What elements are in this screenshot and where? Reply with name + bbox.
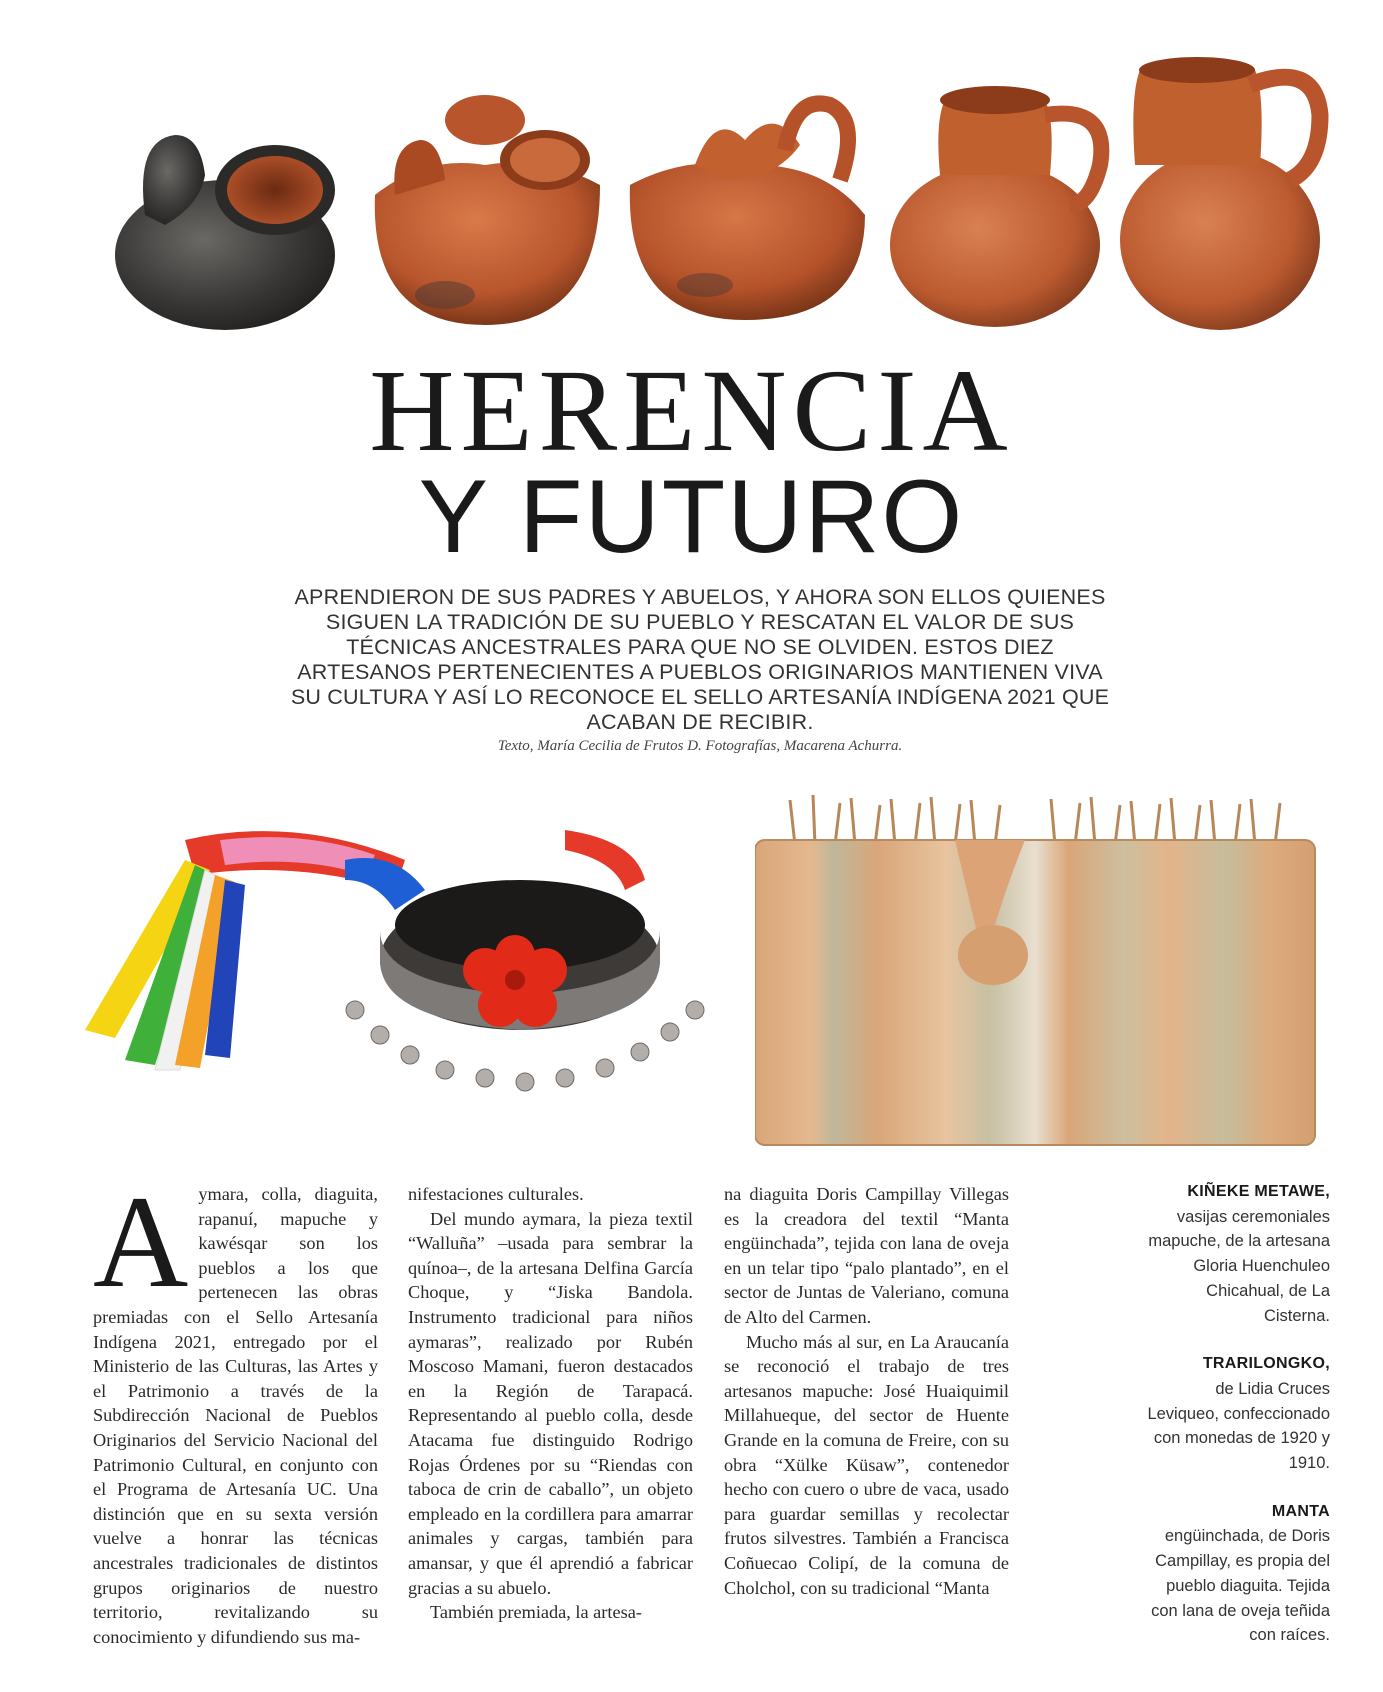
caption-manta <box>1140 1500 1330 1648</box>
black-clay-vessel-image <box>105 95 350 335</box>
manta-textile-image <box>755 795 1325 1150</box>
photo-text-credits: Texto, María Cecilia de Frutos D. Fotografías, Macarena Achurra. <box>497 738 903 754</box>
headline-line-1: HERENCIA <box>369 345 1014 476</box>
body-paragraph: nifestaciones culturales. <box>408 1184 584 1204</box>
caption-text: de Lidia Cruces Leviqueo, confeccionado con monedas de 1920 y 1910. <box>1147 1379 1330 1473</box>
pottery-photo-row <box>95 55 1345 345</box>
body-paragraph: na diaguita Doris Campillay Villegas es la creadora del textil “Manta engüinchada”, tejida con lana de oveja en un telar tipo “palo plantado”, en el sector de Juntas de Valeriano, comuna de Alto del Carmen. <box>724 1184 1009 1327</box>
trarilongko-image <box>45 820 725 1110</box>
clay-pitcher-image <box>885 75 1120 330</box>
caption-trarilongko <box>1140 1352 1330 1476</box>
body-paragraph: ymara, colla, diaguita, rapanuí, mapuche y kawésqar son los pueblos a los que pertenecen las obras premiadas con el Sello Artesanía Indígena 2021, entregado por el Ministerio de las Culturas, las Artes y el Patrimonio a través de la Subdirección Nacional de Pueblos Originarios del Servicio Nacional del Patrimonio Cultural, en conjunto con el Programa de Artesanía UC. Una distinción que en su sexta versión vuelve a honrar las técnicas ancestrales tradicionales de distintos grupos originarios de nuestro territorio, revitalizando su conocimiento y difundiendo sus ma- <box>93 1184 378 1647</box>
clay-jug-with-spout-image <box>625 85 870 330</box>
drop-cap: A <box>93 1168 189 1315</box>
body-paragraph: También premiada, la artesa- <box>430 1602 642 1623</box>
body-column-3 <box>724 1182 1009 1600</box>
caption-kineke-metawe <box>1140 1180 1330 1328</box>
clay-mug-image <box>1115 55 1340 335</box>
caption-heading: TRARILONGKO, <box>1202 1355 1330 1373</box>
body-paragraph: Mucho más al sur, en La Araucanía se reconoció el trabajo de tres artesanos mapuche: José Huaiquimil Millahueque, del sector de Huente Grande en la comuna de Freire, con su obra “Xülke Küsaw”, contenedor hecho con cuero o ubre de vaca, usado para guardar semillas y recolectar frutos silvestres. También a Francisca Coñuecao Colipí, de la comuna de Cholchol, con su tradicional “Manta <box>724 1331 1009 1598</box>
body-column-1 <box>93 1168 378 1649</box>
headline-line-2: Y FUTURO <box>418 459 965 575</box>
photo-captions <box>1140 1180 1330 1672</box>
body-column-2 <box>408 1182 693 1625</box>
caption-heading: MANTA <box>1271 1502 1330 1520</box>
caption-text: vasijas ceremoniales mapuche, de la artesana Gloria Huenchuleo Chicahual, de La Cisterna. <box>1148 1207 1330 1325</box>
clay-bird-vessel-image <box>365 85 610 335</box>
body-paragraph: Del mundo aymara, la pieza textil “Walluña” –usada para sembrar la quínoa–, de la artesana Delfina García Choque, y “Jiska Bandola. Instrumento tradicional para niños aymaras”, realizado por Rubén Moscoso Mamani, fueron destacados en la Región de Tarapacá. Representando al pueblo colla, desde Atacama fue distinguido Rodrigo Rojas Órdenes por su “Riendas con taboca de crin de caballo”, un objeto empleado en la cordillera para amarrar animales y cargas, también para amansar, y que él aprendió a fabricar gracias a su abuelo. <box>408 1208 693 1598</box>
caption-text: engüinchada, de Doris Campillay, es propia del pueblo diaguita. Tejida con lana de oveja teñida con raíces. <box>1151 1527 1330 1645</box>
lead-paragraph: APRENDIERON DE SUS PADRES Y ABUELOS, Y AHORA SON ELLOS QUIENES SIGUEN LA TRADICIÓN DE SU PUEBLO Y RESCATAN EL VALOR DE SUS TÉCNICAS ANCESTRALES PARA QUE NO SE OLVIDEN. ESTOS DIEZ ARTESANOS PERTENECIENTES A PUEBLOS ORIGINARIOS MANTIENEN VIVA SU CULTURA Y ASÍ LO RECONOCE EL SELLO ARTESANÍA INDÍGENA 2021 QUE ACABAN DE RECIBIR. <box>290 585 1110 734</box>
caption-heading: KIÑEKE METAWE, <box>1187 1183 1330 1200</box>
